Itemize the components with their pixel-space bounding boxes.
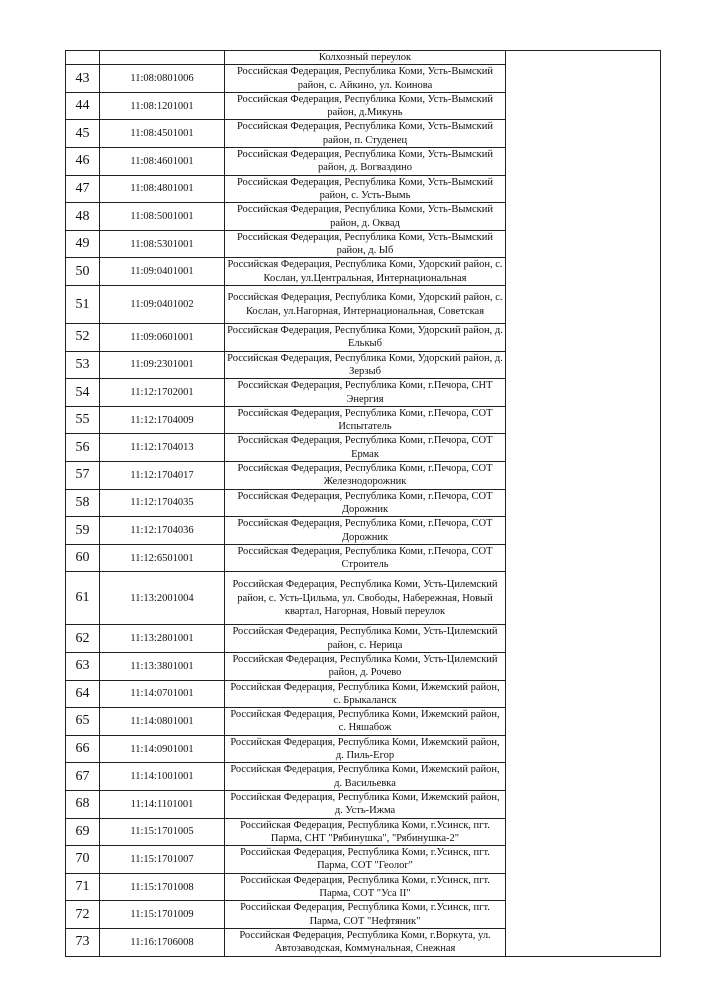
address-cell: Российская Федерация, Республика Коми, Усть-Вымский район, с. Айкино, ул. Коинова	[225, 65, 506, 93]
address-cell: Российская Федерация, Республика Коми, Усть-Цилемский район, с. Усть-Цильма, ул. Свободы, Набережная, Новый квартал, Нагорная, Новый переулок	[225, 572, 506, 625]
address-cell: Российская Федерация, Республика Коми, г.Печора, СОТ Ермак	[225, 434, 506, 462]
address-cell: Российская Федерация, Республика Коми, г.Усинск, пгт. Парма, СОТ "Геолог"	[225, 846, 506, 874]
address-cell: Российская Федерация, Республика Коми, Ижемский район, д. Усть-Ижма	[225, 790, 506, 818]
row-number: 46	[66, 148, 100, 176]
row-number: 43	[66, 65, 100, 93]
row-number: 73	[66, 928, 100, 956]
cadastral-number: 11:14:1001001	[100, 763, 225, 791]
row-number: 63	[66, 652, 100, 680]
cadastral-number: 11:13:2801001	[100, 625, 225, 653]
cadastral-number: 11:14:0701001	[100, 680, 225, 708]
row-number: 58	[66, 489, 100, 517]
cadastral-number: 11:15:1701009	[100, 901, 225, 929]
row-number: 67	[66, 763, 100, 791]
row-number: 54	[66, 379, 100, 407]
cadastral-number: 11:08:0801006	[100, 65, 225, 93]
row-number: 60	[66, 544, 100, 572]
cadastral-number: 11:12:1704009	[100, 406, 225, 434]
row-number: 57	[66, 462, 100, 490]
row-number: 71	[66, 873, 100, 901]
address-cell: Российская Федерация, Республика Коми, Усть-Вымский район, д. Вогваздино	[225, 148, 506, 176]
address-cell: Российская Федерация, Республика Коми, Удорский район, с. Кослан, ул.Центральная, Интернациональная	[225, 258, 506, 286]
address-cell: Российская Федерация, Республика Коми, Усть-Цилемский район, с. Нерица	[225, 625, 506, 653]
row-number: 53	[66, 351, 100, 379]
address-cell: Российская Федерация, Республика Коми, г.Усинск, пгт. Парма, СОТ "Нефтяник"	[225, 901, 506, 929]
address-cell: Российская Федерация, Республика Коми, г.Печора, СОТ Строитель	[225, 544, 506, 572]
cadastral-number: 11:14:1101001	[100, 790, 225, 818]
row-number: 65	[66, 708, 100, 736]
row-number: 50	[66, 258, 100, 286]
cadastral-number: 11:12:1704017	[100, 462, 225, 490]
cadastral-number: 11:08:5301001	[100, 230, 225, 258]
cadastral-number: 11:09:0401001	[100, 258, 225, 286]
cadastral-number: 11:08:4601001	[100, 148, 225, 176]
address-cell: Российская Федерация, Республика Коми, Удорский район, д. Елькыб	[225, 324, 506, 352]
row-number: 49	[66, 230, 100, 258]
row-number: 70	[66, 846, 100, 874]
address-cell: Российская Федерация, Республика Коми, Усть-Вымский район, д. Ыб	[225, 230, 506, 258]
row-number: 55	[66, 406, 100, 434]
address-cell: Российская Федерация, Республика Коми, Удорский район, д. Зерзыб	[225, 351, 506, 379]
table-row	[66, 51, 661, 65]
cadastral-number: 11:08:4501001	[100, 120, 225, 148]
row-number	[66, 51, 100, 65]
cadastral-number: 11:08:5001001	[100, 203, 225, 231]
address-cell: Российская Федерация, Республика Коми, Усть-Цилемский район, д. Рочево	[225, 652, 506, 680]
row-number: 45	[66, 120, 100, 148]
cadastral-number: 11:09:0601001	[100, 324, 225, 352]
address-cell: Российская Федерация, Республика Коми, Ижемский район, с. Няшабож	[225, 708, 506, 736]
row-number: 66	[66, 735, 100, 763]
address-cell: Российская Федерация, Республика Коми, Усть-Вымский район, д.Микунь	[225, 92, 506, 120]
row-number: 51	[66, 286, 100, 324]
address-cell: Российская Федерация, Республика Коми, Усть-Вымский район, д. Оквад	[225, 203, 506, 231]
row-number: 62	[66, 625, 100, 653]
row-number: 69	[66, 818, 100, 846]
cadastral-table	[65, 50, 661, 957]
row-number: 44	[66, 92, 100, 120]
row-number: 61	[66, 572, 100, 625]
row-number: 59	[66, 517, 100, 545]
cadastral-number: 11:12:1704013	[100, 434, 225, 462]
address-cell: Российская Федерация, Республика Коми, Усть-Вымский район, с. Усть-Вымь	[225, 175, 506, 203]
row-number: 68	[66, 790, 100, 818]
address-cell: Российская Федерация, Республика Коми, г.Усинск, пгт. Парма, СНТ "Рябинушка", "Рябинушка-2"	[225, 818, 506, 846]
address-cell: Российская Федерация, Республика Коми, г.Воркута, ул. Автозаводская, Коммунальная, Снежная	[225, 928, 506, 956]
address-cell: Российская Федерация, Республика Коми, Усть-Вымский район, п. Студенец	[225, 120, 506, 148]
cadastral-number: 11:12:1704036	[100, 517, 225, 545]
cadastral-number: 11:15:1701008	[100, 873, 225, 901]
row-number: 72	[66, 901, 100, 929]
cadastral-number: 11:12:1704035	[100, 489, 225, 517]
row-number: 64	[66, 680, 100, 708]
address-cell: Российская Федерация, Республика Коми, г.Печора, СОТ Дорожник	[225, 489, 506, 517]
address-cell: Российская Федерация, Республика Коми, г.Печора, СОТ Испытатель	[225, 406, 506, 434]
cadastral-number: 11:15:1701007	[100, 846, 225, 874]
cadastral-number: 11:08:4801001	[100, 175, 225, 203]
cadastral-number: 11:13:3801001	[100, 652, 225, 680]
address-cell: Российская Федерация, Республика Коми, Ижемский район, с. Брыкаланск	[225, 680, 506, 708]
address-cell: Российская Федерация, Республика Коми, г.Печора, СНТ Энергия	[225, 379, 506, 407]
row-number: 52	[66, 324, 100, 352]
address-cell: Российская Федерация, Республика Коми, г.Печора, СОТ Дорожник	[225, 517, 506, 545]
notes-column	[506, 51, 661, 957]
address-cell: Российская Федерация, Республика Коми, г.Усинск, пгт. Парма, СОТ "Уса II"	[225, 873, 506, 901]
address-cell: Российская Федерация, Республика Коми, г.Печора, СОТ Железнодорожник	[225, 462, 506, 490]
cadastral-number: 11:09:2301001	[100, 351, 225, 379]
row-number: 56	[66, 434, 100, 462]
cadastral-number: 11:16:1706008	[100, 928, 225, 956]
cadastral-number: 11:09:0401002	[100, 286, 225, 324]
cadastral-number: 11:15:1701005	[100, 818, 225, 846]
cadastral-number: 11:12:6501001	[100, 544, 225, 572]
cadastral-number: 11:13:2001004	[100, 572, 225, 625]
address-cell: Российская Федерация, Республика Коми, Ижемский район, д. Пиль-Егор	[225, 735, 506, 763]
cadastral-number: 11:12:1702001	[100, 379, 225, 407]
cadastral-number: 11:14:0901001	[100, 735, 225, 763]
address-cell: Российская Федерация, Республика Коми, Ижемский район, д. Васильевка	[225, 763, 506, 791]
cadastral-number	[100, 51, 225, 65]
address-cell: Российская Федерация, Республика Коми, Удорский район, с. Кослан, ул.Нагорная, Интернациональная, Советская	[225, 286, 506, 324]
row-number: 47	[66, 175, 100, 203]
cadastral-number: 11:08:1201001	[100, 92, 225, 120]
table-body	[66, 51, 661, 957]
address-cell: Колхозный переулок	[225, 51, 506, 65]
cadastral-number: 11:14:0801001	[100, 708, 225, 736]
row-number: 48	[66, 203, 100, 231]
